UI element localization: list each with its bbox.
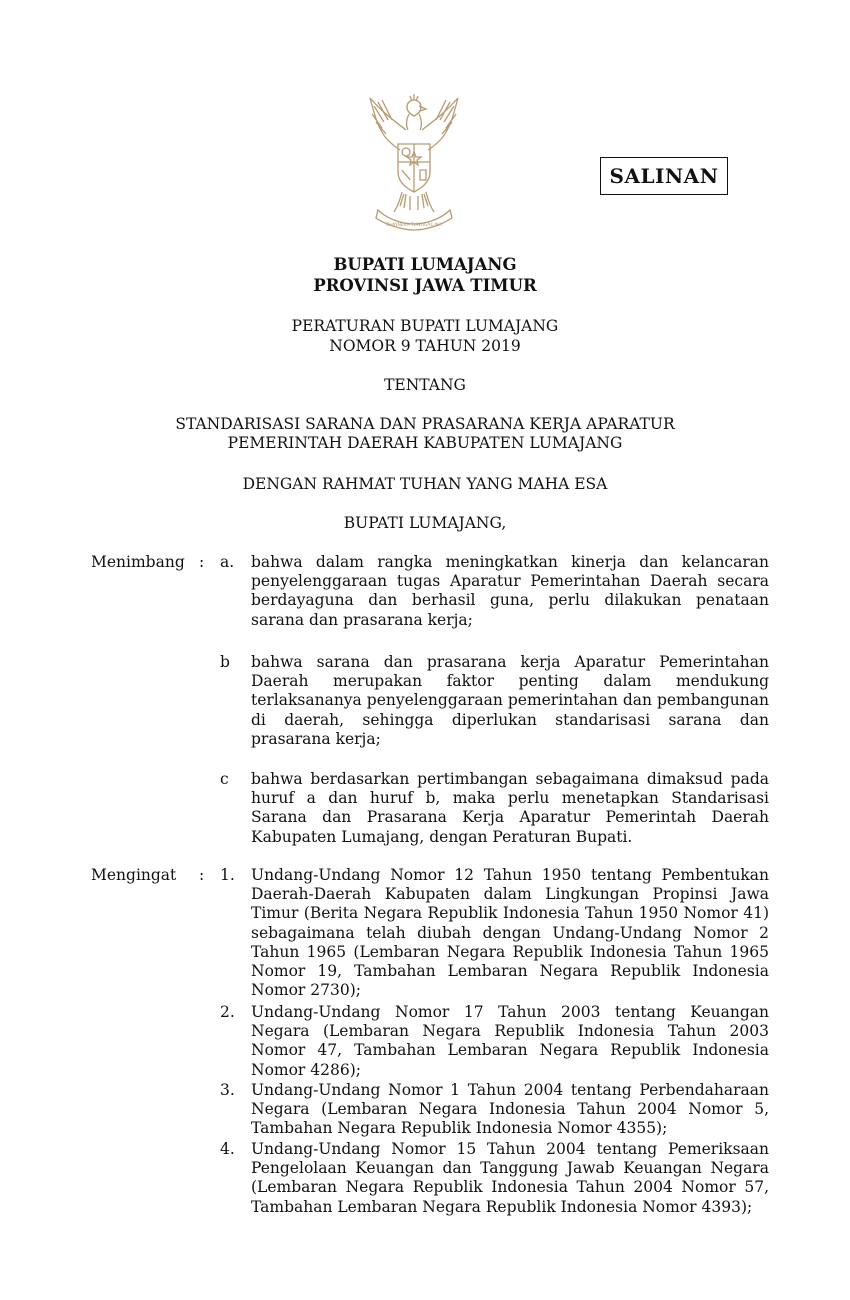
menimbang-label: Menimbang — [91, 553, 185, 571]
subject-line-2: PEMERINTAH DAERAH KABUPATEN LUMAJANG — [227, 434, 623, 452]
subject-line-1: STANDARISASI SARANA DAN PRASARANA KERJA APARATUR — [175, 415, 675, 433]
menimbang-mark-c: c — [220, 770, 229, 788]
regulation-title: PERATURAN BUPATI LUMAJANG — [291, 317, 559, 335]
mengingat-mark-4: 4. — [220, 1140, 235, 1158]
menimbang-item-b: bahwa sarana dan prasarana kerja Aparatur Pemerintahan Daerah merupakan faktor penting dalam mendukung terlaksananya penyelenggaraan pemerintahan dan pembangunan di daerah, sehingga diperlukan standarisasi sarana dan prasarana kerja; — [251, 653, 769, 748]
header-line-1: BUPATI LUMAJANG — [333, 255, 517, 274]
menimbang-item-c: bahwa berdasarkan pertimbangan sebagaimana dimaksud pada huruf a dan huruf b, maka perlu menetapkan Standarisasi Sarana dan Prasarana Kerja Aparatur Pemerintah Daerah Kabupaten Lumajang, dengan Peraturan Bupati. — [251, 770, 769, 846]
mengingat-mark-2: 2. — [220, 1003, 235, 1021]
salinan-stamp — [600, 157, 728, 195]
menimbang-mark-a: a. — [220, 553, 235, 571]
emblem-motto: BHINNEKA TUNGGAL IKA — [386, 223, 442, 228]
official-title: BUPATI LUMAJANG, — [343, 514, 507, 532]
menimbang-mark-b: b — [220, 653, 230, 671]
mengingat-item-4: Undang-Undang Nomor 15 Tahun 2004 tentang Pemeriksaan Pengelolaan Keuangan dan Tanggung Jawab Keuangan Negara (Lembaran Negara Republik Indonesia Tahun 2004 Nomor 57, Tambahan Lembaran Negara Republik Indonesia Nomor 4393); — [251, 1140, 769, 1216]
mengingat-item-3: Undang-Undang Nomor 1 Tahun 2004 tentang Perbendaharaan Negara (Lembaran Negara Indonesia Tahun 2004 Nomor 5, Tambahan Negara Republik Indonesia Nomor 4355); — [251, 1081, 769, 1138]
header-line-2: PROVINSI JAWA TIMUR — [313, 276, 537, 295]
salinan-label: SALINAN — [609, 164, 719, 188]
mengingat-label: Mengingat — [91, 866, 177, 884]
invocation: DENGAN RAHMAT TUHAN YANG MAHA ESA — [242, 475, 608, 493]
mengingat-mark-1: 1. — [220, 866, 235, 884]
garuda-emblem-icon — [360, 92, 468, 232]
mengingat-item-1: Undang-Undang Nomor 12 Tahun 1950 tentang Pembentukan Daerah-Daerah Kabupaten dalam Lingkungan Propinsi Jawa Timur (Berita Negara Republik Indonesia Tahun 1950 Nomor 41) sebagaimana telah diubah dengan Undang-Undang Nomor 2 Tahun 1965 (Lembaran Negara Republik Indonesia Tahun 1965 Nomor 19, Tambahan Lembaran Negara Republik Indonesia Nomor 2730); — [251, 866, 769, 1000]
regulation-number: NOMOR 9 TAHUN 2019 — [329, 337, 521, 355]
mengingat-item-2: Undang-Undang Nomor 17 Tahun 2003 tentang Keuangan Negara (Lembaran Negara Republik Indonesia Tahun 2003 Nomor 47, Tambahan Lembaran Negara Republik Indonesia Nomor 4286); — [251, 1003, 769, 1079]
mengingat-colon: : — [199, 866, 205, 884]
about-label: TENTANG — [384, 376, 466, 394]
menimbang-item-a: bahwa dalam rangka meningkatkan kinerja dan kelancaran penyelenggaraan tugas Aparatur Pemerintahan Daerah secara berdayaguna dan berhasil guna, perlu dilakukan penataan sarana dan prasarana kerja; — [251, 553, 769, 629]
mengingat-mark-3: 3. — [220, 1081, 235, 1099]
menimbang-colon: : — [199, 553, 205, 571]
